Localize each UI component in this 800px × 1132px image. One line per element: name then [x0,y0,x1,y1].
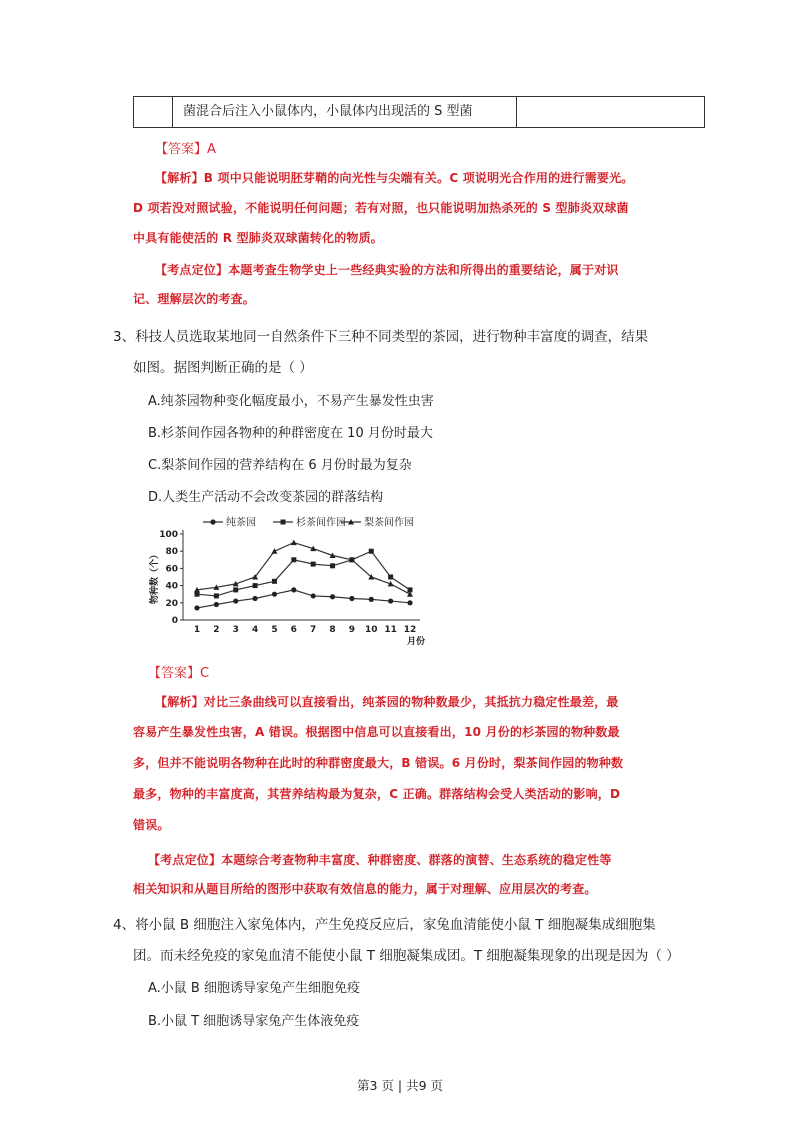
q3-stem-line-1: 3、科技人员选取某地同一自然条件下三种不同类型的茶园，进行物种丰富度的调查，结果 [113,329,649,345]
q3-analysis-line-3: 多，但并不能说明各物种在此时的种群密度最大，B 错误。6 月份时，梨茶间作园的物种数 [133,756,624,770]
legend-label-1: 纯茶园 [226,517,256,529]
series-3-point [291,540,297,546]
table-cell-empty [517,97,704,127]
y-tick-label: 40 [165,581,178,592]
x-tick-label: 12 [403,625,417,635]
legend-label-3: 梨茶间作园 [364,517,414,529]
q2-answer: 【答案】A [155,142,216,157]
y-tick-label: 60 [165,564,178,575]
series-line-3 [197,543,410,595]
y-tick-label: 0 [171,616,178,626]
series-2-point [330,563,335,568]
x-tick-label: 11 [384,625,397,635]
x-tick-label: 1 [193,625,201,635]
series-1-point [311,593,316,598]
legend-label-2: 杉茶间作园 [296,517,346,529]
series-2-point [253,583,258,588]
q2-analysis-line-2: D 项若没对照试验，不能说明任何问题；若有对照，也只能说明加热杀死的 S 型肺炎双球菌 [133,201,629,215]
x-tick-label: 4 [251,625,259,635]
q2-analysis-line-1: 【解析】B 项中只能说明胚芽鞘的向光性与尖端有关。C 项说明光合作用的进行需要光。 [155,171,634,185]
series-1-point [349,596,354,601]
q2-point-line-1: 【考点定位】本题考查生物学史上一些经典实验的方法和所得出的重要结论，属于对识 [155,263,619,277]
x-axis-label: 月份 [406,637,426,647]
q3-option-a: A.纯茶园物种变化幅度最小，不易产生暴发性虫害 [148,394,434,409]
q2-analysis-line-3: 中具有能使活的 R 型肺炎双球菌转化的物质。 [133,231,383,245]
y-axis-label: 物种数（个） [150,549,160,605]
q2-point-line-2: 记、理解层次的考查。 [133,292,256,306]
series-1-point [214,602,219,607]
series-2-point [369,549,374,554]
series-1-point [252,596,257,601]
series-2-point [233,587,238,592]
x-tick-label: 2 [213,625,220,635]
q4-stem-line-1: 4、将小鼠 B 细胞注入家兔体内，产生免疫反应后，家兔血清能使小鼠 T 细胞凝集成细胞集 [113,917,656,933]
x-tick-label: 9 [348,625,356,635]
q4-option-a: A.小鼠 B 细胞诱导家兔产生细胞免疫 [148,981,360,996]
series-2-point [388,575,393,580]
series-1-point [194,605,199,610]
series-2-point [214,593,219,598]
y-tick-label: 100 [159,530,178,540]
x-tick-label: 8 [329,625,336,635]
series-1-point [369,597,374,602]
series-2-point [311,562,316,567]
q4-option-b: B.小鼠 T 细胞诱导家兔产生体液免疫 [148,1014,360,1029]
legend-marker-2 [281,520,286,525]
species-count-chart [145,512,435,647]
x-tick-label: 10 [365,625,378,635]
x-tick-label: 6 [290,625,297,635]
q3-analysis-line-5: 错误。 [133,818,170,832]
series-1-point [272,592,277,597]
q3-option-d: D.人类生产活动不会改变茶园的群落结构 [148,490,384,505]
q3-option-c: C.梨茶间作园的营养结构在 6 月份时最为复杂 [148,458,412,473]
series-1-point [407,600,412,605]
x-tick-label: 5 [271,625,278,635]
q4-stem-line-2: 团。而未经免疫的家兔血清不能使小鼠 T 细胞凝集成团。T 细胞凝集现象的出现是因为（ ） [133,948,680,964]
series-1-point [233,598,238,603]
series-2-point [195,592,200,597]
series-line-2 [197,551,410,596]
x-tick-label: 7 [310,625,317,635]
q3-analysis-line-2: 容易产生暴发性虫害，A 错误。根据图中信息可以直接看出，10 月份的杉茶园的物种数最 [133,725,620,739]
y-tick-label: 80 [165,547,178,558]
q3-analysis-line-1: 【解析】对比三条曲线可以直接看出，纯茶园的物种数最少，其抵抗力稳定性最差，最 [155,695,619,709]
q3-option-b: B.杉茶间作园各物种的种群密度在 10 月份时最大 [148,426,433,441]
series-2-point [291,557,296,562]
series-3-point [271,548,277,554]
series-1-point [330,594,335,599]
q3-stem-line-2: 如图。据图判断正确的是（ ） [133,360,313,376]
series-1-point [291,587,296,592]
series-2-point [272,579,277,584]
x-tick-label: 3 [232,625,239,635]
table-row [133,96,705,128]
page-footer: 第3 页 | 共9 页 [356,1078,443,1093]
legend-marker-1 [210,519,215,524]
y-tick-label: 20 [165,598,178,609]
table-cell-index [134,97,173,127]
series-1-point [388,598,393,603]
q3-answer: 【答案】C [148,666,210,681]
q3-point-line-1: 【考点定位】本题综合考查物种丰富度、种群密度、群落的演替、生态系统的稳定性等 [148,853,612,867]
q3-analysis-line-4: 最多，物种的丰富度高，其营养结构最为复杂，C 正确。群落结构会受人类活动的影响，D [133,787,621,801]
table-cell-text: 菌混合后注入小鼠体内，小鼠体内出现活的 S 型菌 [173,97,517,127]
q3-point-line-2: 相关知识和从题目所给的图形中获取有效信息的能力，属于对理解、应用层次的考查。 [133,882,597,896]
